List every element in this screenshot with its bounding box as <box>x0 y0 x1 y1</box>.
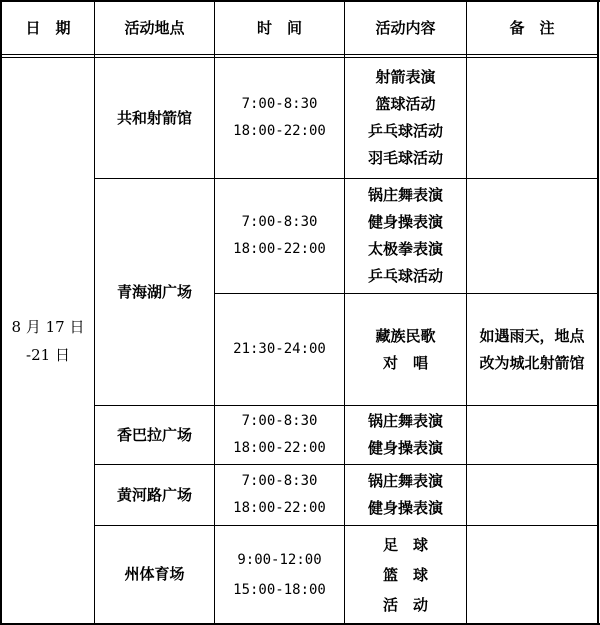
date-line: -21 日 <box>26 345 70 364</box>
activity-line: 健身操表演 <box>367 213 443 231</box>
date-line: 8 月 17 日 <box>11 317 85 336</box>
note-line: 改为城北射箭馆 <box>479 353 585 372</box>
time-cell <box>215 406 344 464</box>
activity-line: 活 动 <box>382 595 428 614</box>
activity-line: 篮 球 <box>382 565 428 584</box>
venue-name: 黄河路广场 <box>116 485 192 504</box>
time-cell <box>215 526 344 623</box>
activity-cell <box>345 58 466 178</box>
time-line: 18:00-22:00 <box>233 241 326 257</box>
activity-cell <box>345 526 466 623</box>
time-cell <box>215 294 344 405</box>
header-note: 备 注 <box>509 18 555 37</box>
activity-cell <box>345 465 466 525</box>
header-time: 时 间 <box>256 18 302 37</box>
activity-line: 锅庄舞表演 <box>367 412 443 430</box>
activity-cell <box>345 294 466 405</box>
date-cell <box>2 58 94 623</box>
header-place: 活动地点 <box>124 18 185 37</box>
time-line: 7:00-8:30 <box>241 96 318 112</box>
activity-line: 太极拳表演 <box>367 240 443 258</box>
activity-line: 羽毛球活动 <box>367 149 443 167</box>
header-divider <box>0 54 599 55</box>
time-cell <box>215 179 344 293</box>
activity-line: 对 唱 <box>382 353 428 372</box>
venue-name: 香巴拉广场 <box>116 425 192 444</box>
activity-line: 锅庄舞表演 <box>367 472 443 490</box>
time-line: 7:00-8:30 <box>241 413 318 429</box>
activity-line: 篮球活动 <box>375 95 436 113</box>
time-line: 9:00-12:00 <box>237 551 322 568</box>
time-cell <box>215 58 344 178</box>
time-line: 15:00-18:00 <box>233 581 326 598</box>
note-line: 如遇雨天，地点 <box>479 326 585 345</box>
table-border-right <box>597 0 599 625</box>
venue-name: 州体育场 <box>124 565 185 583</box>
activity-line: 射箭表演 <box>375 68 436 86</box>
header-content: 活动内容 <box>375 18 436 37</box>
activity-line: 锅庄舞表演 <box>367 186 443 204</box>
activity-line: 健身操表演 <box>367 499 443 517</box>
time-line: 7:00-8:30 <box>241 214 318 230</box>
activity-line: 乒乓球活动 <box>367 267 443 285</box>
activity-cell <box>345 406 466 464</box>
activity-line: 足 球 <box>382 535 428 554</box>
header-date: 日 期 <box>25 18 71 37</box>
time-line: 21:30-24:00 <box>233 341 326 357</box>
time-line: 7:00-8:30 <box>241 473 318 489</box>
time-line: 18:00-22:00 <box>233 500 326 516</box>
time-cell <box>215 465 344 525</box>
activity-cell <box>345 179 466 293</box>
activity-line: 藏族民歌 <box>375 326 436 345</box>
time-line: 18:00-22:00 <box>233 440 326 456</box>
venue-name: 共和射箭馆 <box>116 108 192 127</box>
activity-line: 健身操表演 <box>367 439 443 457</box>
note-cell <box>467 294 597 405</box>
time-line: 18:00-22:00 <box>233 123 326 139</box>
activity-line: 乒乓球活动 <box>367 122 443 140</box>
venue-name: 青海湖广场 <box>116 282 192 301</box>
